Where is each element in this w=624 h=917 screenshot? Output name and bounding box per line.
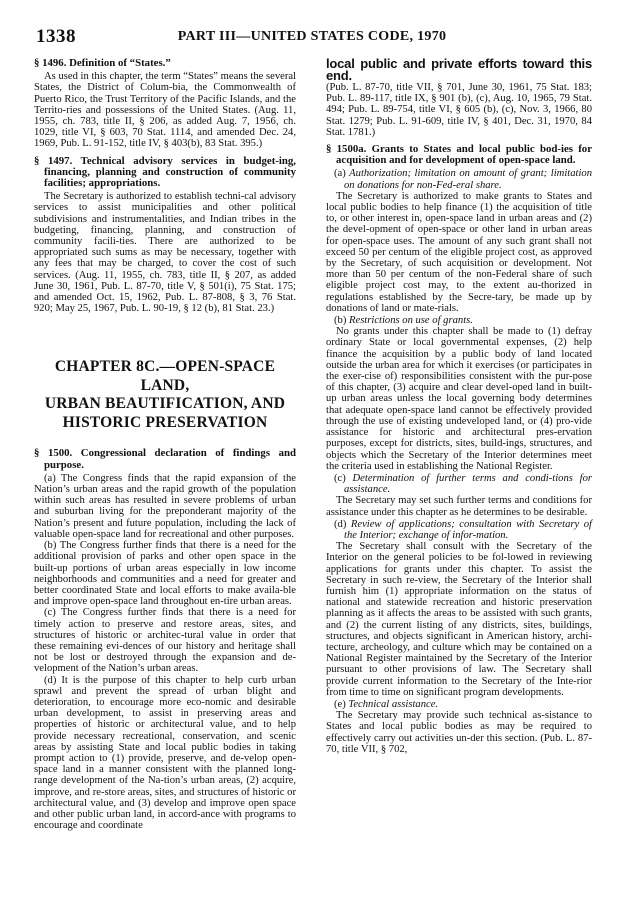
- subsection-a-title: Authorization; limitation on amount of grant; limitation on donations for non-Fed-eral share.: [344, 168, 592, 191]
- subsection-d-tag: (d): [334, 518, 347, 530]
- continued-line: local public and private efforts toward this end.: [326, 56, 592, 83]
- chapter-title-line-3: HISTORIC PRESERVATION: [62, 413, 268, 431]
- subsection-c-title: Determination of further terms and condi-tions for assistance.: [344, 472, 592, 496]
- section-1497-text: The Secretary is authorized to establish techni-cal advisory services to assist municipalities and other political subdivisions and instrumentalities, and Indian tribes in the budgeting, financing, planning, and construction of community facili-ties. There are authorized to be appropriated such sums as may be necessary, together with any fees that may be charged, to cover the cost of such services. (Aug. 11, 1955, ch. 783, title II, § 207, as added June 30, 1961, Pub. L. 87-70, title V, § 501(i), 75 Stat. 175; and amended Oct. 15, 1962, Pub. L. 87-808, § 3, 76 Stat. 920; May 25, 1967, Pub. L. 90-19, § 12 (b), 81 Stat. 23.): [34, 191, 296, 315]
- subsection-d-title: Review of applications; consultation with Secretary of the Interior; exchange of infor-mation.: [344, 518, 592, 541]
- page-header: [36, 26, 588, 48]
- subsection-e-tag: (e): [334, 698, 346, 710]
- section-1496-text: As used in this chapter, the term “States” means the several States, the District of Colum-bia, the Commonwealth of Puerto Rico, the Trust Territory of the Pacific Islands, and the Territo-ries and possessions of the United States. (Aug. 11, 1955, ch. 783, title II, § 206, as added Aug. 7, 1956, ch. 1029, title VI, § 603, 70 Stat. 1114, and amended Dec. 24, 1969, Pub. L. 91-152, title IV, § 403(b), 83 Stat. 395.): [34, 71, 296, 150]
- subsection-b-tag: (b): [334, 315, 347, 327]
- section-1500-a: (a) The Congress finds that the rapid expansion of the Nation’s urban areas and the rapid growth of the population within such areas has resulted in severe problems of urban and suburban living for the preponderant majority of the Nation’s present and future population, including the lack of valuable open-space land for recreational and other purposes.: [34, 472, 296, 540]
- section-1496-heading: § 1496. Definition of “States.”: [34, 57, 171, 69]
- subsection-a-tag: (a): [334, 168, 346, 180]
- right-column: [326, 58, 592, 755]
- chapter-title: [34, 358, 296, 432]
- section-1500-c: (c) The Congress further finds that there is a need for timely action to preserve and restore areas, sites, and structures of historic or architec-tural value in order that these remaining evi-dences of our history and heritage shall not be lost or destroyed through the expansion and de-velopment of the Nation’s urban areas.: [34, 607, 296, 675]
- subsection-e-title: Technical assistance.: [348, 698, 439, 710]
- section-1500-citation: (Pub. L. 87-70, title VII, § 701, June 30, 1961, 75 Stat. 183; Pub. L. 89-117, title IX, § 901 (b), (c), Aug. 10, 1965, 79 Stat. 494; Pub. L. 89-754, title VI, § 605 (b), (c), Nov. 3, 1966, 80 Stat. 1279; Pub. L. 91-609, title IV, § 401, Dec. 31, 1970, 84 Stat. 1781.): [326, 82, 592, 138]
- left-column: [34, 58, 296, 831]
- chapter-title-line-2: URBAN BEAUTIFICATION, AND: [44, 395, 286, 413]
- subsection-b-text: No grants under this chapter shall be made to (1) defray ordinary State or local governmental expenses, (2) help finance the acquisition by a public body of land located outside the urban area for which it exercises (or participates in the exer-cise of) responsibilities consistent with the pur-pose of this chapter, (3) acquire and clear devel-oped land in built-up urban areas unless the local governing body determines that adequate open-space land cannot be effectively provided through the use of existing undeveloped land, or (4) pro-vide assistance for historic and architectural pres-ervation purposes, except for districts, sites, build-ings, structures, and objects which the Secretary of the Interior determines meet the criteria used in establishing the National Register.: [326, 326, 592, 472]
- chapter-title-line-1: CHAPTER 8C.—OPEN-SPACE LAND,: [54, 358, 276, 394]
- subsection-e-text: The Secretary may provide such technical as-sistance to States and local public bodies as may be required to effectively carry out activities un-der this section. (Pub. L. 87-70, title VII, § 702,: [326, 710, 592, 755]
- subsection-b-heading: [326, 315, 592, 326]
- section-1500a-heading: § 1500a. Grants to States and local public bod-ies for acquisition and for development of open-space land.: [326, 143, 592, 167]
- section-1500-b: (b) The Congress further finds that there is a need for the additional provision of parks and other open space in the built-up portions of urban areas especially in low income neighborhoods and communities and a need for greater and better coordinated State and local efforts to make availa-ble and improve open-space land throughout en-tire urban areas.: [34, 540, 296, 608]
- subsection-c-tag: (c): [334, 472, 346, 484]
- subsection-a-text: The Secretary is authorized to make grants to States and local public bodies to help finance (1) the acquisition of title to, or other interest in, open-space land in urban areas and (2) the devel-opment of open-space or other land in urban areas for open-space uses. The amount of any such grant shall not exceed 50 per centum of the eligible project cost, as approved by the Secretary, of such acquisition or development. Not more than 50 per centum of the non-Federal share of such eligible project cost may, to the extent au-thorized in regulations established by the Secre-tary, be made up by donations of land or mate-rials.: [326, 190, 592, 314]
- section-1497-heading: § 1497. Technical advisory services in budget-ing, financing, planning and construction of community facilities; appropriations.: [34, 154, 296, 190]
- subsection-c-text: The Secretary may set such further terms and conditions for assistance under this chapter as he determines to be desirable.: [326, 495, 592, 518]
- page-number: 1338: [36, 26, 76, 47]
- section-1500-heading: § 1500. Congressional declaration of findings and purpose.: [34, 447, 296, 471]
- section-1500-d: (d) It is the purpose of this chapter to help curb urban sprawl and prevent the spread of urban blight and deterioration, to encourage more eco-nomic and desirable urban development, to assist in preserving areas and properties of historic or architectural value, and to help provide necessary recreational, conservation, and scenic areas by assisting State and local public bodies in taking prompt action to (1) provide, preserve, and de-velop open-space land in a manner consistent with the planned long-range development of the Na-tion’s urban areas, (2) acquire, improve, and re-store areas, sites, and structures of historic or architectural value, and (3) develop and improve open space and other public urban land, in accord-ance with programs to encourage and coordinate: [34, 674, 296, 832]
- subsection-a-heading: [326, 168, 592, 190]
- subsection-d-text: The Secretary shall consult with the Secretary of the Interior on the general policies to be fol-lowed in reviewing applications for grants under this chapter. To assist the Secretary in such re-view, the Secretary of the Interior shall furnish him (1) appropriate information on the status of national and statewide recreation and historic preservation planning as it affects the areas to be assisted with such grants, and (2) the current listing of any districts, sites, buildings, structures, and objects significant in American history, archi-tecture, archeology, and culture which may be contained on a National Register maintained by the Secretary of the Interior pursuant to other provisions of law. The Secretary shall provide current information to the Secretary of the Inte-rior from time to time on significant program developments.: [326, 541, 592, 698]
- subsection-d-heading: [326, 519, 592, 541]
- subsection-e-heading: [326, 699, 592, 710]
- subsection-c-heading: [326, 473, 592, 495]
- subsection-b-title: Restrictions on use of grants.: [349, 315, 473, 327]
- running-head: PART III—UNITED STATES CODE, 1970: [177, 29, 447, 44]
